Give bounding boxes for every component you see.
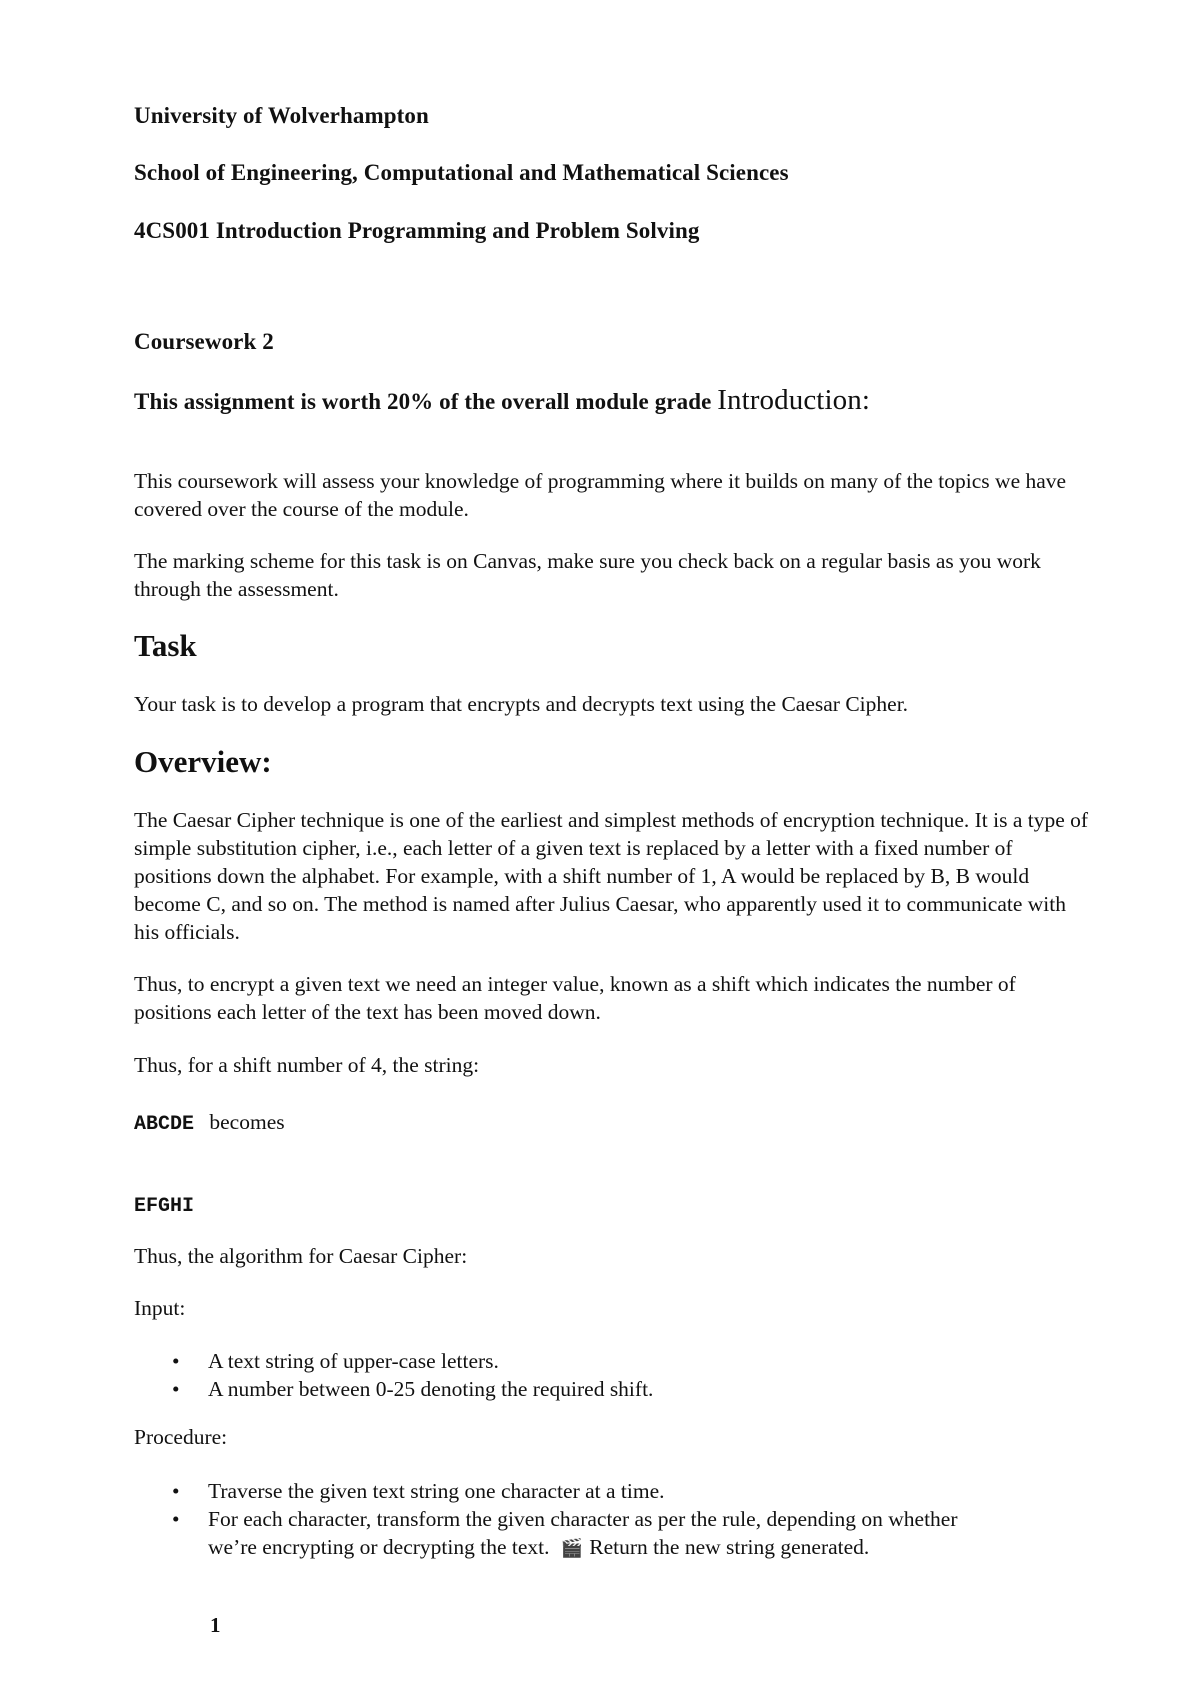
procedure-label: Procedure:: [134, 1425, 228, 1449]
list-item: [134, 1375, 1094, 1403]
bullet-icon: •: [172, 1377, 180, 1401]
introduction-heading: Introduction:: [717, 384, 870, 416]
list-item: [134, 1477, 1094, 1505]
bullet-icon: •: [172, 1349, 180, 1373]
overview-paragraph-2: Thus, to encrypt a given text we need an integer value, known as a shift which indicates the number of positions each letter of the text has been moved down.: [134, 972, 1016, 1024]
overview-paragraph-1: The Caesar Cipher technique is one of the earliest and simplest methods of encryption technique. It is a type of simple substitution cipher, i.e., each letter of a given text is replaced by a letter with a fixed number of positions down the alphabet. For example, with a shift number of 1, A would be replaced by B, B would become C, and so on. The method is named after Julius Caesar, who apparently used it to communicate with his officials.: [134, 808, 1089, 944]
list-item: [134, 1347, 1094, 1375]
algorithm-intro: Thus, the algorithm for Caesar Cipher:: [134, 1244, 468, 1268]
overview-heading: Overview:: [134, 744, 272, 779]
intro-paragraph-1: This coursework will assess your knowledge of programming where it builds on many of the topics we have covered over the course of the module.: [134, 469, 1067, 521]
worth-line: [134, 386, 1134, 416]
input-label: Input:: [134, 1296, 186, 1320]
input-item-text: A text string of upper-case letters.: [208, 1349, 499, 1373]
input-list: [134, 1347, 1094, 1403]
bullet-icon: •: [172, 1507, 180, 1531]
clapperboard-icon: 🎬: [560, 1538, 584, 1559]
example-output: EFGHI: [134, 1195, 195, 1218]
task-heading: Task: [134, 628, 197, 663]
input-item-text: A number between 0-25 denoting the required shift.: [208, 1377, 654, 1401]
bullet-icon: •: [172, 1479, 180, 1503]
worth-text: This assignment is worth 20% of the overall module grade: [134, 389, 712, 414]
module-heading: 4CS001 Introduction Programming and Problem Solving: [134, 218, 700, 243]
page-number: 1: [210, 1613, 221, 1637]
example-line: [134, 1108, 1094, 1139]
procedure-list: [134, 1477, 1094, 1563]
intro-paragraph-2: The marking scheme for this task is on Canvas, make sure you check back on a regular basis as you work through the assessment.: [134, 549, 1041, 601]
university-heading: University of Wolverhampton: [134, 103, 429, 128]
list-item: [134, 1505, 1094, 1563]
coursework-title: Coursework 2: [134, 329, 274, 354]
example-input: ABCDE: [134, 1113, 195, 1136]
example-output-line: [134, 1190, 1094, 1221]
overview-paragraph-3: Thus, for a shift number of 4, the string:: [134, 1053, 480, 1077]
procedure-item-text: Traverse the given text string one character at a time.: [208, 1479, 665, 1503]
school-heading: School of Engineering, Computational and Mathematical Sciences: [134, 160, 789, 185]
procedure-item-text: For each character, transform the given character as per the rule, depending on whether we’re encrypting or decrypting the text.: [208, 1507, 958, 1559]
return-text: Return the new string generated.: [589, 1535, 870, 1559]
example-becomes: becomes: [209, 1110, 285, 1134]
task-text: Your task is to develop a program that encrypts and decrypts text using the Caesar Cipher.: [134, 692, 909, 716]
